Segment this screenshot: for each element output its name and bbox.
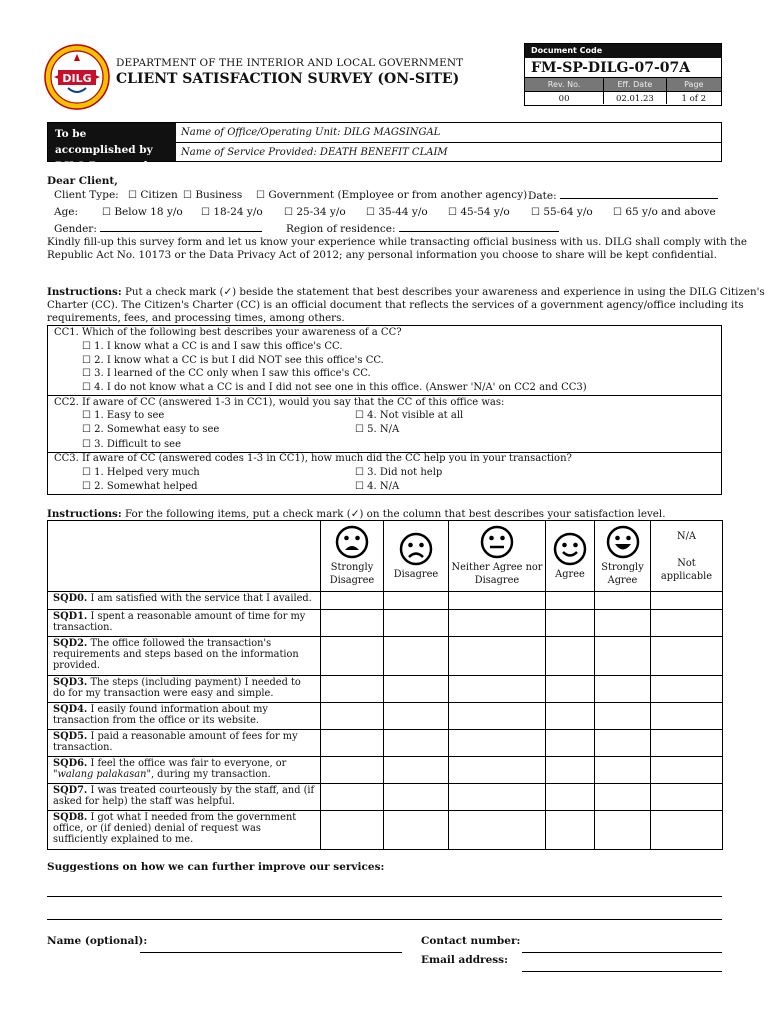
suggestion-line[interactable] (47, 896, 722, 897)
rating-cell[interactable] (449, 676, 546, 703)
rating-cell[interactable] (546, 610, 595, 637)
rating-cell[interactable] (546, 676, 595, 703)
checkbox-icon[interactable]: ☐ (82, 481, 91, 492)
rating-cell[interactable] (651, 610, 723, 637)
rating-cell[interactable] (651, 730, 723, 757)
age-option[interactable]: ☐ 45-54 y/o (448, 206, 510, 218)
cc1-section (48, 326, 721, 396)
sqd-header-blank (48, 521, 321, 592)
form-title: CLIENT SATISFACTION SURVEY (ON-SITE) (116, 71, 460, 87)
rating-cell[interactable] (651, 757, 723, 784)
date-field[interactable]: Date: (528, 189, 718, 202)
sqd6-statement: SQD6. I feel the office was fair to everyone, or "walang palakasan", during my transaction. (48, 757, 321, 784)
checkbox-icon[interactable]: ☐ (82, 439, 91, 450)
neutral-face-icon (480, 525, 514, 559)
rating-cell[interactable] (449, 592, 546, 610)
checkbox-icon[interactable]: ☐ (102, 207, 111, 218)
rating-cell[interactable] (651, 676, 723, 703)
checkbox-icon[interactable]: ☐ (201, 207, 210, 218)
col-disagree: Disagree (384, 521, 449, 592)
table-row (48, 676, 723, 703)
rating-cell[interactable] (595, 730, 651, 757)
contact-label: Contact number: (421, 935, 521, 947)
contact-input-line[interactable] (522, 952, 722, 953)
document-code-box (524, 43, 722, 106)
rating-cell[interactable] (595, 757, 651, 784)
rev-label: Rev. No. (525, 78, 604, 91)
age-option[interactable]: ☐ 35-44 y/o (366, 206, 428, 218)
age-label: Age: (54, 206, 79, 218)
cc2-option[interactable]: ☐ 4. Not visible at all (355, 410, 464, 421)
sqd1-statement: SQD1. I spent a reasonable amount of time for my transaction. (48, 610, 321, 637)
checkbox-icon[interactable]: ☐ (82, 410, 91, 421)
col-neither: Neither Agree nor Disagree (449, 521, 546, 592)
page-label: Page (667, 78, 721, 91)
rating-cell[interactable] (449, 637, 546, 676)
rating-cell[interactable] (321, 610, 384, 637)
client-type-citizen[interactable]: ☐ Citizen (128, 189, 178, 201)
checkbox-icon[interactable]: ☐ (183, 190, 192, 201)
rating-cell[interactable] (595, 811, 651, 850)
checkbox-icon[interactable]: ☐ (531, 207, 540, 218)
table-row (48, 592, 723, 610)
checkbox-icon[interactable]: ☐ (256, 190, 265, 201)
sqd-rating-table (47, 520, 723, 850)
cc2-option[interactable]: ☐ 5. N/A (355, 424, 400, 435)
cc3-option[interactable]: ☐ 3. Did not help (355, 467, 443, 478)
rating-cell[interactable] (321, 703, 384, 730)
client-type-label: Client Type: (54, 189, 119, 201)
rating-cell[interactable] (384, 592, 449, 610)
cc2-question: CC2. If aware of CC (answered 1-3 in CC1), would you say that the CC of this office was: (54, 397, 505, 408)
age-option[interactable]: ☐ 25-34 y/o (284, 206, 346, 218)
age-option[interactable]: ☐ Below 18 y/o (102, 206, 183, 218)
cc2-option[interactable]: ☐ 3. Difficult to see (82, 439, 182, 450)
col-strongly-agree: Strongly Agree (595, 521, 651, 592)
cc1-option[interactable]: ☐ 3. I learned of the CC only when I saw this office's CC. (82, 368, 371, 379)
rating-cell[interactable] (651, 703, 723, 730)
checkbox-icon[interactable]: ☐ (613, 207, 622, 218)
suggestions-label: Suggestions on how we can further improve our services: (47, 861, 385, 873)
checkbox-icon[interactable]: ☐ (284, 207, 293, 218)
table-row (48, 730, 723, 757)
rating-cell[interactable] (321, 784, 384, 811)
cc1-option[interactable]: ☐ 4. I do not know what a CC is and I did not see one in this office. (Answer 'N/A' on CC2 and CC3) (82, 382, 587, 393)
rating-cell[interactable] (321, 757, 384, 784)
suggestion-line[interactable] (47, 919, 722, 920)
table-row (48, 811, 723, 850)
rating-cell[interactable] (384, 757, 449, 784)
cc3-section (48, 453, 721, 495)
rating-cell[interactable] (651, 592, 723, 610)
table-row (48, 637, 723, 676)
rating-cell[interactable] (595, 703, 651, 730)
cc3-question: CC3. If aware of CC (answered codes 1-3 in CC1), how much did the CC help you in your transaction? (54, 453, 572, 464)
table-row (48, 757, 723, 784)
rating-cell[interactable] (546, 784, 595, 811)
eff-value: 02.01.23 (604, 91, 666, 104)
checkbox-icon[interactable]: ☐ (82, 341, 91, 352)
email-input-line[interactable] (522, 971, 722, 972)
checkbox-icon[interactable]: ☐ (128, 190, 137, 201)
rating-cell[interactable] (384, 811, 449, 850)
cc2-option[interactable]: ☐ 2. Somewhat easy to see (82, 424, 220, 435)
privacy-notice: Kindly fill-up this survey form and let us know your experience while transacting official business with us. DILG shall comply with the Republic Act No. 10173 or the Data Privacy Act of 2012; any personal information you choose to share will be kept confidential. (47, 236, 747, 261)
checkbox-icon[interactable]: ☐ (82, 424, 91, 435)
rating-cell[interactable] (384, 784, 449, 811)
rating-cell[interactable] (595, 610, 651, 637)
rating-cell[interactable] (384, 676, 449, 703)
sqd3-statement: SQD3. The steps (including payment) I needed to do for my transaction were easy and simple. (48, 676, 321, 703)
rating-cell[interactable] (449, 784, 546, 811)
rating-cell[interactable] (595, 637, 651, 676)
checkbox-icon[interactable]: ☐ (82, 368, 91, 379)
rating-cell[interactable] (651, 637, 723, 676)
rating-cell[interactable] (546, 592, 595, 610)
cc1-question: CC1. Which of the following best describes your awareness of a CC? (54, 327, 402, 338)
age-option[interactable]: ☐ 65 y/o and above (613, 206, 716, 218)
client-type-business[interactable]: ☐ Business (183, 189, 243, 201)
col-strongly-disagree: Strongly Disagree (321, 521, 384, 592)
name-label: Name (optional): (47, 935, 148, 947)
rating-cell[interactable] (449, 703, 546, 730)
rating-cell[interactable] (321, 811, 384, 850)
rating-cell[interactable] (546, 757, 595, 784)
table-row (48, 610, 723, 637)
sqd2-statement: SQD2. The office followed the transaction's requirements and steps based on the information provided. (48, 637, 321, 676)
rating-cell[interactable] (449, 757, 546, 784)
cc-questions-table (47, 325, 722, 495)
sqd4-statement: SQD4. I easily found information about my transaction from the office or its website. (48, 703, 321, 730)
table-row (48, 784, 723, 811)
rating-cell[interactable] (449, 730, 546, 757)
cc-instructions: Instructions: Put a check mark (✓) beside the statement that best describes your awareness and experience in using the DILG Citizen's Charter (CC). The Citizen's Charter (CC) is an official document that reflects the services of a government agency/office including its requirements, fees, and processing times, among others. (47, 286, 765, 324)
document-code: FM-SP-DILG-07-07A (525, 58, 721, 78)
checkbox-icon[interactable]: ☐ (82, 355, 91, 366)
rating-cell[interactable] (384, 637, 449, 676)
gender-field[interactable]: Gender: (54, 222, 262, 235)
rating-cell[interactable] (595, 676, 651, 703)
cc2-option[interactable]: ☐ 1. Easy to see (82, 410, 165, 421)
service-name: Name of Service Provided: DEATH BENEFIT CLAIM (181, 147, 448, 158)
rating-cell[interactable] (449, 610, 546, 637)
rating-cell[interactable] (321, 637, 384, 676)
rating-cell[interactable] (546, 730, 595, 757)
eff-label: Eff. Date (604, 78, 666, 91)
rating-cell[interactable] (384, 610, 449, 637)
personnel-label: To be accomplished by DILG Personnel (48, 123, 176, 161)
rating-cell[interactable] (321, 730, 384, 757)
name-input-line[interactable] (140, 952, 402, 953)
rating-cell[interactable] (384, 730, 449, 757)
cc1-option[interactable]: ☐ 1. I know what a CC is and I saw this office's CC. (82, 341, 343, 352)
rating-cell[interactable] (651, 784, 723, 811)
rating-cell[interactable] (595, 592, 651, 610)
checkbox-icon[interactable]: ☐ (82, 382, 91, 393)
region-field[interactable]: Region of residence: (286, 222, 559, 235)
personnel-box (47, 122, 722, 172)
age-option[interactable]: ☐ 18-24 y/o (201, 206, 263, 218)
rating-cell[interactable] (321, 592, 384, 610)
greeting: Dear Client, (47, 175, 118, 187)
col-na: N/A Not applicable (651, 521, 723, 592)
checkbox-icon[interactable]: ☐ (448, 207, 457, 218)
sqd-instructions: Instructions: For the following items, put a check mark (✓) on the column that best describes your satisfaction level. (47, 508, 666, 520)
email-label: Email address: (421, 954, 508, 966)
rating-cell[interactable] (449, 811, 546, 850)
grin-face-icon (606, 525, 640, 559)
rating-cell[interactable] (321, 676, 384, 703)
office-name: Name of Office/Operating Unit: DILG MAGSINGAL (176, 123, 721, 143)
dilg-seal-logo (44, 44, 110, 110)
cc3-option[interactable]: ☐ 4. N/A (355, 481, 400, 492)
sad-face-icon (399, 532, 433, 566)
rating-cell[interactable] (546, 637, 595, 676)
rating-cell[interactable] (651, 811, 723, 850)
cc3-option[interactable]: ☐ 1. Helped very much (82, 467, 200, 478)
department-name: DEPARTMENT OF THE INTERIOR AND LOCAL GOVERNMENT (116, 57, 464, 69)
checkbox-icon[interactable]: ☐ (82, 467, 91, 478)
sqd0-statement: SQD0. I am satisfied with the service that I availed. (48, 592, 321, 610)
page-value: 1 of 2 (667, 91, 721, 104)
cc2-section (48, 396, 721, 453)
logo-text: DILG (62, 72, 92, 85)
rev-value: 00 (525, 91, 604, 104)
sqd5-statement: SQD5. I paid a reasonable amount of fees for my transaction. (48, 730, 321, 757)
rating-cell[interactable] (384, 703, 449, 730)
age-option[interactable]: ☐ 55-64 y/o (531, 206, 593, 218)
col-agree: Agree (546, 521, 595, 592)
table-row (48, 703, 723, 730)
very-sad-face-icon (335, 525, 369, 559)
document-code-label: Document Code (525, 44, 721, 58)
cc1-option[interactable]: ☐ 2. I know what a CC is but I did NOT see this office's CC. (82, 355, 384, 366)
rating-cell[interactable] (546, 811, 595, 850)
sqd8-statement: SQD8. I got what I needed from the government office, or (if denied) denial of request was sufficiently explained to me. (48, 811, 321, 850)
cc3-option[interactable]: ☐ 2. Somewhat helped (82, 481, 198, 492)
client-type-government[interactable]: ☐ Government (Employee or from another agency) (256, 189, 528, 201)
checkbox-icon[interactable]: ☐ (355, 481, 364, 492)
checkbox-icon[interactable]: ☐ (355, 467, 364, 478)
checkbox-icon[interactable]: ☐ (355, 410, 364, 421)
rating-cell[interactable] (546, 703, 595, 730)
checkbox-icon[interactable]: ☐ (366, 207, 375, 218)
rating-cell[interactable] (595, 784, 651, 811)
checkbox-icon[interactable]: ☐ (355, 424, 364, 435)
sqd7-statement: SQD7. I was treated courteously by the staff, and (if asked for help) the staff was helpful. (48, 784, 321, 811)
smile-face-icon (553, 532, 587, 566)
